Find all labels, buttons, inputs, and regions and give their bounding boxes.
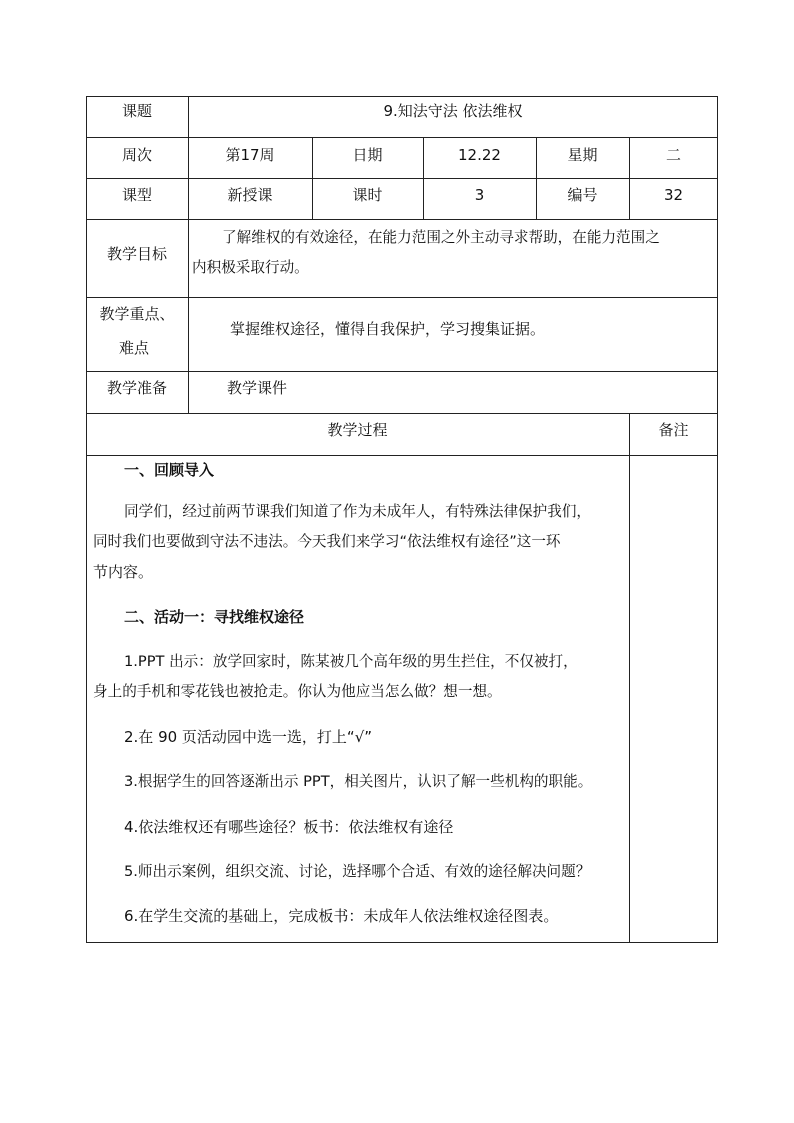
step-4: 4.依法维权还有哪些途径？板书：依法维权有途径 xyxy=(124,818,454,836)
type-value: 新授课 xyxy=(227,186,273,204)
section-1-line-2: 同时我们也要做到守法不违法。今天我们来学习“依法维权有途径”这一环 xyxy=(93,533,561,550)
step-1-line-2: 身上的手机和零花钱也被抢走。你认为他应当怎么做？想一想。 xyxy=(93,683,502,700)
date-value: 12.22 xyxy=(458,146,501,164)
type-label: 课型 xyxy=(121,186,152,204)
keypoints-label-line-1: 教学重点、 xyxy=(99,305,175,323)
row-divider xyxy=(86,371,718,372)
subject-value: 9.知法守法 依法维权 xyxy=(383,102,523,120)
process-header: 教学过程 xyxy=(327,421,388,439)
weekday-value: 二 xyxy=(665,146,681,164)
section-2-title: 二、活动一：寻找维权途径 xyxy=(124,608,305,626)
weekday-label: 星期 xyxy=(567,146,598,164)
remarks-header: 备注 xyxy=(658,421,689,439)
number-label: 编号 xyxy=(567,186,598,204)
col-divider xyxy=(629,413,630,943)
section-1-line-1: 同学们，经过前两节课我们知道了作为未成年人，有特殊法律保护我们， xyxy=(124,503,592,520)
prep-label: 教学准备 xyxy=(106,379,167,397)
step-6: 6.在学生交流的基础上，完成板书：未成年人依法维权途径图表。 xyxy=(124,907,559,925)
step-5: 5.师出示案例，组织交流、讨论，选择哪个合适、有效的途径解决问题？ xyxy=(124,863,591,880)
week-value: 第17周 xyxy=(225,146,275,164)
step-2: 2.在 90 页活动园中选一选，打上“√” xyxy=(124,728,373,746)
prep-text: 教学课件 xyxy=(227,379,288,397)
row-divider xyxy=(86,455,718,456)
goals-line-2: 内积极采取行动。 xyxy=(192,259,309,276)
keypoints-label-line-2: 难点 xyxy=(119,339,150,357)
step-1-line-1: 1.PPT 出示：放学回家时，陈某被几个高年级的男生拦住，不仅被打， xyxy=(124,653,578,670)
section-1-line-3: 节内容。 xyxy=(93,563,154,581)
goals-line-1: 了解维权的有效途径，在能力范围之外主动寻求帮助，在能力范围之 xyxy=(222,229,660,246)
col-divider xyxy=(188,96,189,413)
section-1-title: 一、回顾导入 xyxy=(124,461,215,479)
row-divider xyxy=(86,178,718,179)
number-value: 32 xyxy=(663,186,684,204)
step-3: 3.根据学生的回答逐渐出示 PPT，相关图片，认识了解一些机构的职能。 xyxy=(124,773,593,790)
keypoints-text: 掌握维权途径，懂得自我保护，学习搜集证据。 xyxy=(230,320,546,338)
goals-label: 教学目标 xyxy=(106,245,167,263)
period-label: 课时 xyxy=(352,186,383,204)
subject-label: 课题 xyxy=(121,102,152,120)
period-value: 3 xyxy=(474,186,485,204)
date-label: 日期 xyxy=(352,146,383,164)
row-divider xyxy=(86,297,718,298)
row-divider xyxy=(86,413,718,414)
row-divider xyxy=(86,219,718,220)
week-label: 周次 xyxy=(121,146,152,164)
row-divider xyxy=(86,137,718,138)
